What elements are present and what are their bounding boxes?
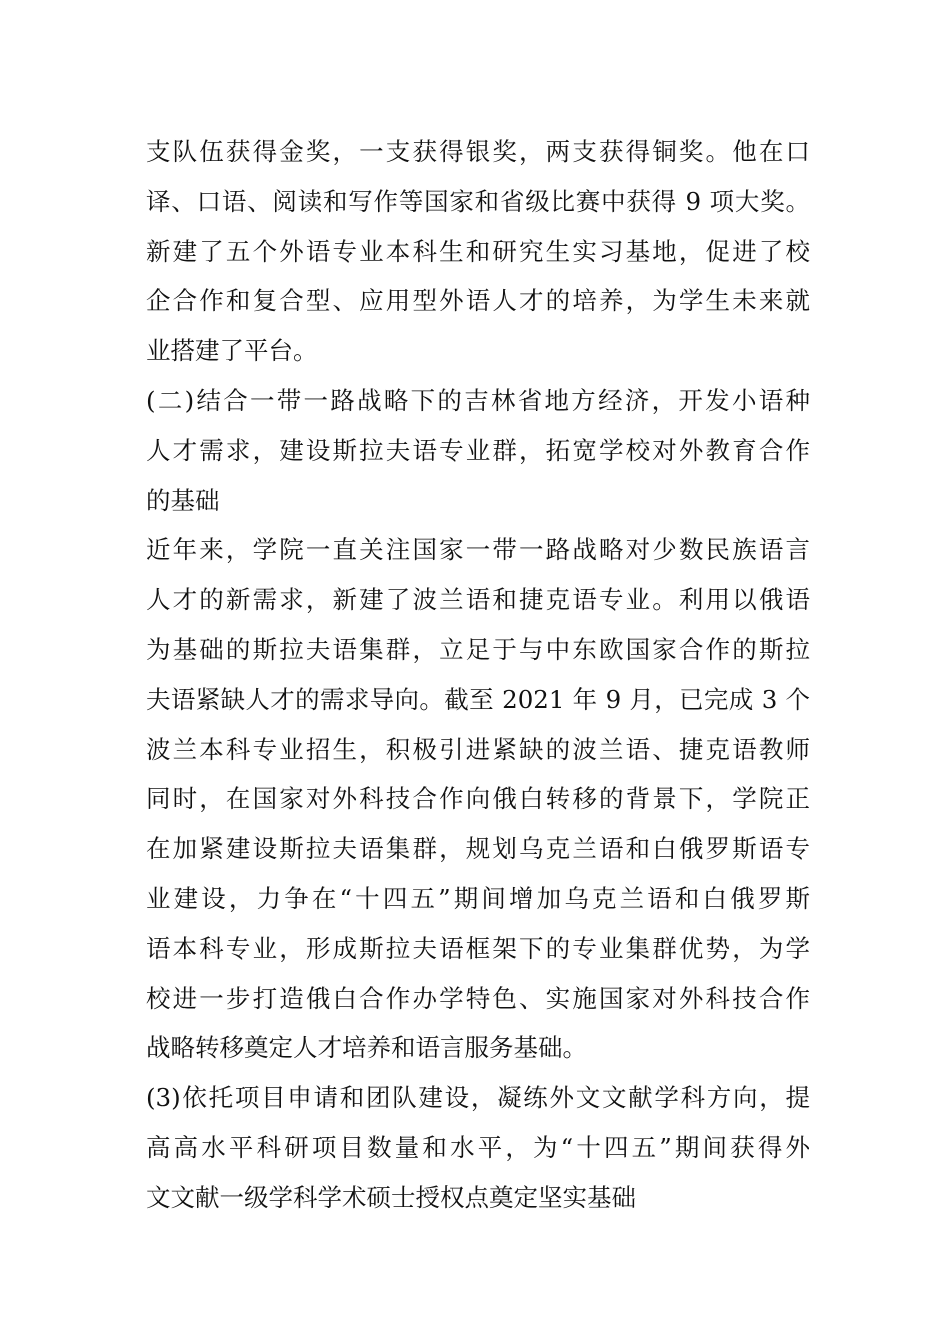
text-line: 在加紧建设斯拉夫语集群，规划乌克兰语和白俄罗斯语专	[146, 834, 810, 864]
text-line: 战略转移奠定人才培养和语言服务基础。	[146, 1033, 587, 1063]
heading-line: 文文献一级学科学术硕士授权点奠定坚实基础	[146, 1182, 636, 1212]
text-line: 语本科专业，形成斯拉夫语框架下的专业集群优势，为学	[146, 933, 810, 963]
document-body	[146, 127, 810, 1223]
text-line: 人才的新需求，新建了波兰语和捷克语专业。利用以俄语	[146, 585, 810, 615]
text-line: 支队伍获得金奖，一支获得银奖，两支获得铜奖。他在口	[146, 137, 810, 166]
text-line: 新建了五个外语专业本科生和研究生实习基地，促进了校	[146, 236, 810, 266]
text-line: 夫语紧缺人才的需求导向。截至 2021 年 9 月，已完成 3 个	[146, 684, 810, 714]
text-line: 波兰本科专业招生，积极引进紧缺的波兰语、捷克语教师	[146, 734, 810, 764]
heading-line: (二)结合一带一路战略下的吉林省地方经济，开发小语种	[146, 385, 810, 415]
text-line: 同时，在国家对外科技合作向俄白转移的背景下，学院正	[146, 784, 810, 814]
section-heading-2	[146, 376, 810, 525]
heading-line: 高高水平科研项目数量和水平，为“十四五”期间获得外	[146, 1132, 810, 1162]
text-line: 企合作和复合型、应用型外语人才的培养，为学生未来就	[146, 286, 810, 316]
heading-line: 人才需求，建设斯拉夫语专业群，拓宽学校对外教育合作	[146, 435, 810, 465]
text-line: 译、口语、阅读和写作等国家和省级比赛中获得 9 项大奖。	[146, 186, 810, 216]
text-line: 为基础的斯拉夫语集群，立足于与中东欧国家合作的斯拉	[146, 634, 810, 664]
text-line: 近年来，学院一直关注国家一带一路战略对少数民族语言	[146, 535, 810, 565]
paragraph-slavic-languages	[146, 525, 810, 1073]
text-line: 校进一步打造俄白合作办学特色、实施国家对外科技合作	[146, 983, 810, 1013]
text-line: 业建设，力争在“十四五”期间增加乌克兰语和白俄罗斯	[146, 883, 810, 913]
heading-line: 的基础	[146, 485, 220, 515]
section-heading-3	[146, 1073, 810, 1222]
text-line: 业搭建了平台。	[146, 336, 318, 366]
heading-line: (3)依托项目申请和团队建设，凝练外文文献学科方向，提	[146, 1083, 810, 1113]
paragraph-competition-results	[146, 127, 810, 376]
